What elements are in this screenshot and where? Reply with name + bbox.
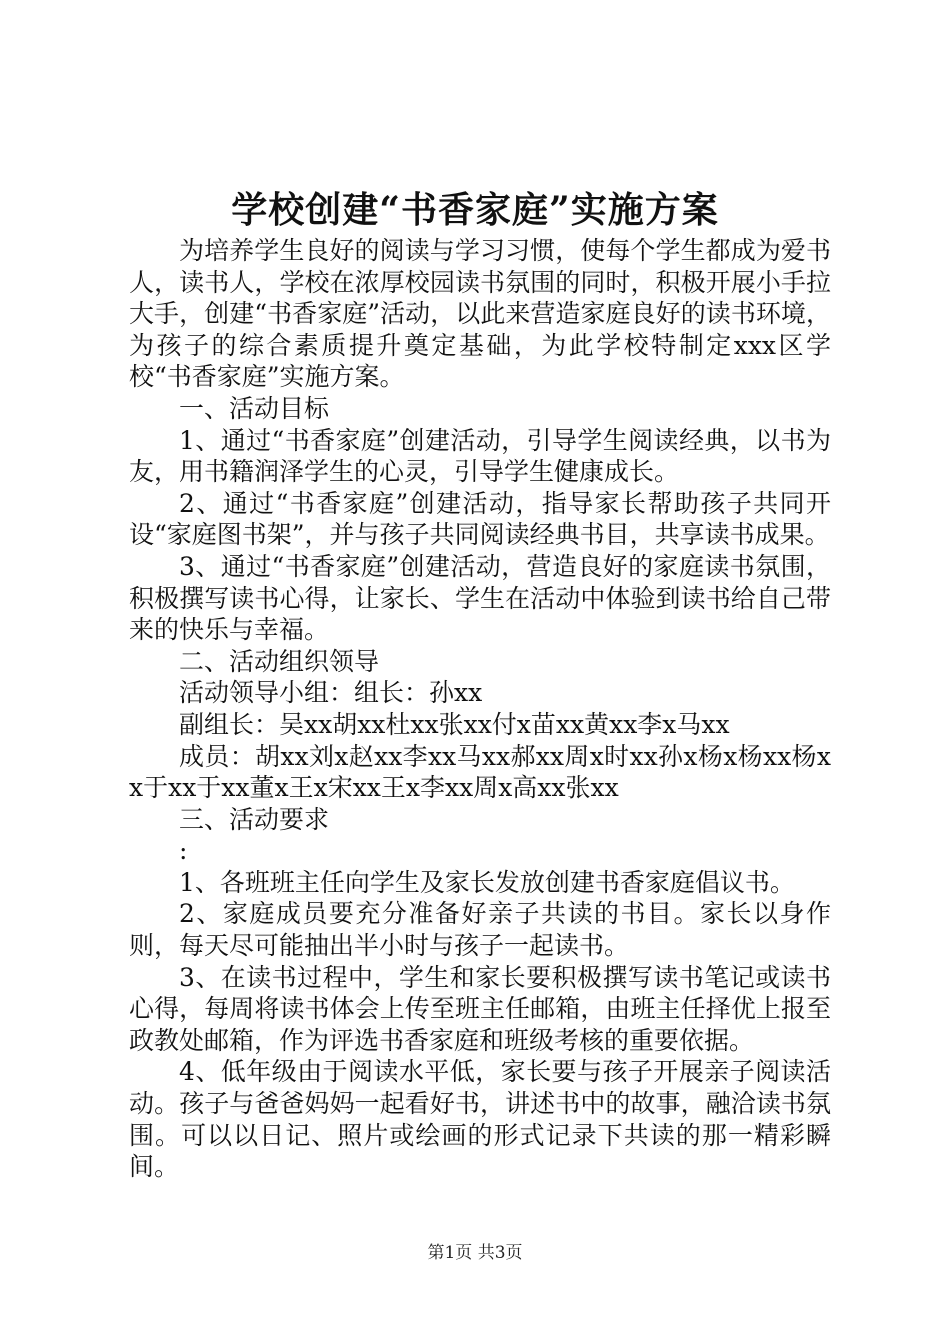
goal-item-2: 2、通过“书香家庭”创建活动，指导家长帮助孩子共同开设“家庭图书架”，并与孩子共同阅读经典书目，共享读书成果。 (129, 488, 831, 550)
requirements-colon: : (179, 836, 188, 866)
document-title: 学校创建“书香家庭”实施方案 (231, 189, 719, 231)
section-heading-leadership: 二、活动组织领导 (179, 646, 380, 676)
goal-item-3: 3、通过“书香家庭”创建活动，营造良好的家庭读书氛围，积极撰写读书心得，让家长、学生在活动中体验到读书给自己带来的快乐与幸福。 (129, 551, 831, 645)
leadership-members: 成员：胡xx刘x赵xx李xx马xx郝xx周x时xx孙x杨x杨xx杨xx于xx于xx董x王x宋xx王x李xx周x高xx张xx (129, 741, 831, 803)
section-heading-requirements: 三、活动要求 (179, 804, 330, 834)
goal-item-1: 1、通过“书香家庭”创建活动，引导学生阅读经典，以书为友，用书籍润泽学生的心灵，引导学生健康成长。 (129, 425, 831, 487)
requirement-item-4: 4、低年级由于阅读水平低，家长要与孩子开展亲子阅读活动。孩子与爸爸妈妈一起看好书，讲述书中的故事，融洽读书氛围。可以以日记、照片或绘画的形式记录下共读的那一精彩瞬间。 (129, 1057, 831, 1182)
requirement-item-1: 1、各班班主任向学生及家长发放创建书香家庭倡议书。 (179, 867, 795, 897)
page-number-footer: 第1页 共3页 (427, 1243, 523, 1263)
leadership-deputies: 副组长：吴xx胡xx杜xx张xx付x苗xx黄xx李x马xx (179, 709, 730, 739)
leadership-leader: 活动领导小组：组长：孙xx (179, 678, 483, 708)
intro-paragraph: 为培养学生良好的阅读与学习习惯，使每个学生都成为爱书人，读书人，学校在浓厚校园读书氛围的同时，积极开展小手拉大手，创建“书香家庭”活动，以此来营造家庭良好的读书环境，为孩子的综合素质提升奠定基础，为此学校特制定xxx区学校“书香家庭”实施方案。 (129, 236, 831, 392)
section-heading-goals: 一、活动目标 (179, 393, 330, 423)
document-body (129, 235, 831, 1183)
requirement-item-2: 2、家庭成员要充分准备好亲子共读的书目。家长以身作则，每天尽可能抽出半小时与孩子一起读书。 (129, 899, 831, 961)
requirement-item-3: 3、在读书过程中，学生和家长要积极撰写读书笔记或读书心得，每周将读书体会上传至班主任邮箱，由班主任择优上报至政教处邮箱，作为评选书香家庭和班级考核的重要依据。 (129, 962, 831, 1055)
